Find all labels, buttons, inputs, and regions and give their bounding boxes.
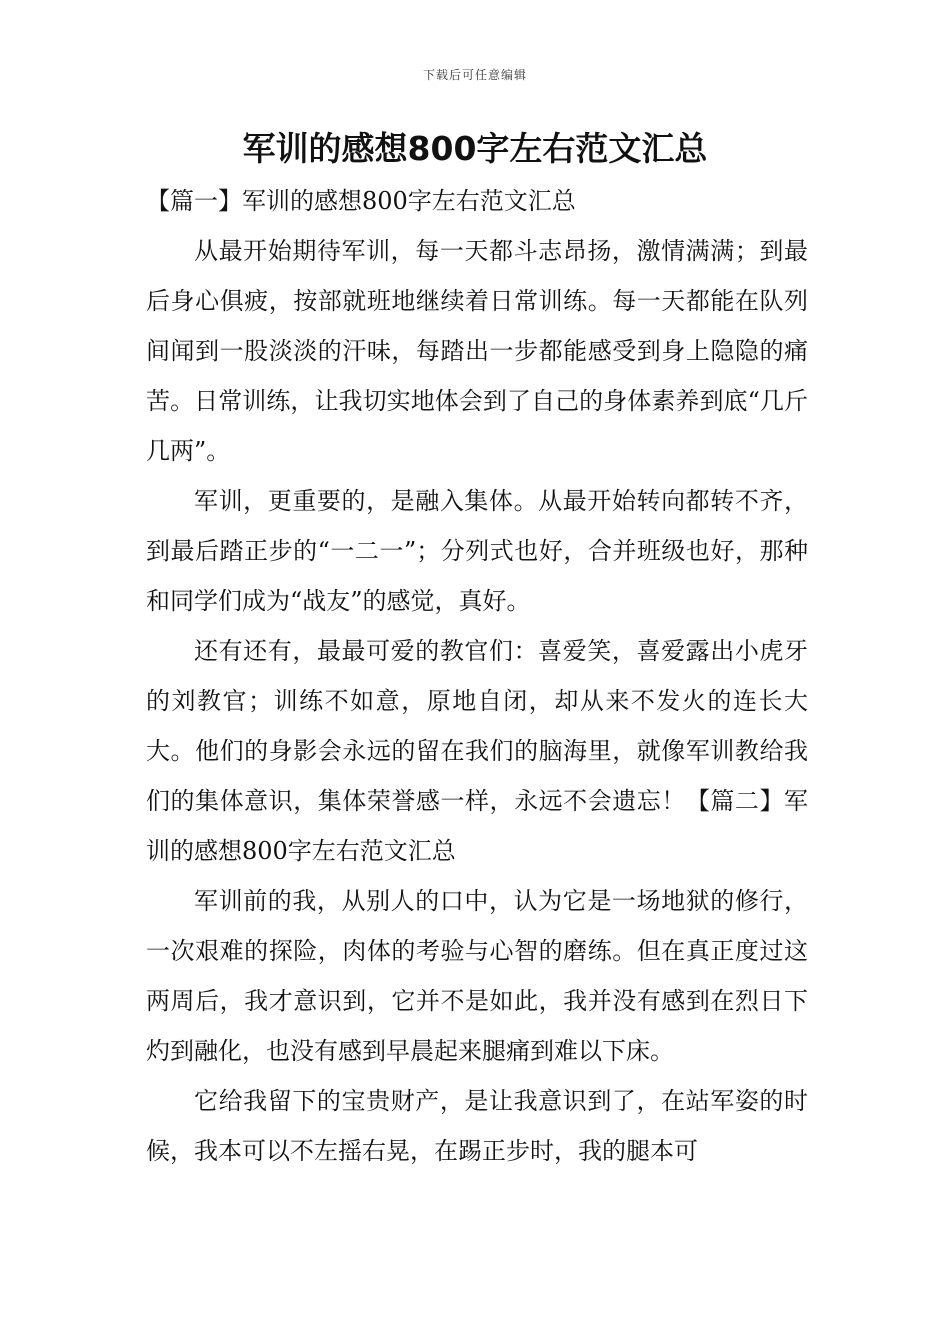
paragraph: 军训前的我，从别人的口中，认为它是一场地狱的修行，一次艰难的探险，肉体的考验与心智的磨练。但在真正度过这两周后，我才意识到，它并不是如此，我并没有感到在烈日下灼到融化，也没有感到早晨起来腿痛到难以下床。: [146, 887, 808, 1065]
paragraph-with-section-heading: [146, 626, 808, 876]
document-body: [146, 176, 808, 1176]
section-heading-1: 【篇一】军训的感想800字左右范文汇总: [146, 187, 576, 215]
paragraph: 还有还有，最最可爱的教官们：喜爱笑，喜爱露出小虎牙的刘教官；训练不如意，原地自闭，却从来不发火的连长大大。他们的身影会永远的留在我们的脑海里，就像军训教给我们的集体意识，集体荣誉感一样，永远不会遗忘！: [146, 637, 808, 815]
section-heading-2: 【篇二】军训的感想800字左右范文汇总: [146, 787, 809, 865]
paragraph: 从最开始期待军训，每一天都斗志昂扬，激情满满；到最后身心俱疲，按部就班地继续着日常训练。每一天都能在队列间闻到一股淡淡的汗味，每踏出一步都能感受到身上隐隐的痛苦。日常训练，让我切实地体会到了自己的身体素养到底“几斤几两”。: [146, 237, 808, 465]
header-note: 下载后可任意编辑: [422, 68, 527, 82]
document-title: 军训的感想800字左右范文汇总: [242, 129, 708, 168]
paragraph: 军训，更重要的，是融入集体。从最开始转向都转不齐，到最后踏正步的“一二一”；分列式也好，合并班级也好，那种和同学们成为“战友”的感觉，真好。: [146, 487, 808, 615]
paragraph: 它给我留下的宝贵财产，是让我意识到了，在站军姿的时候，我本可以不左摇右晃，在踢正步时，我的腿本可: [146, 1087, 808, 1165]
